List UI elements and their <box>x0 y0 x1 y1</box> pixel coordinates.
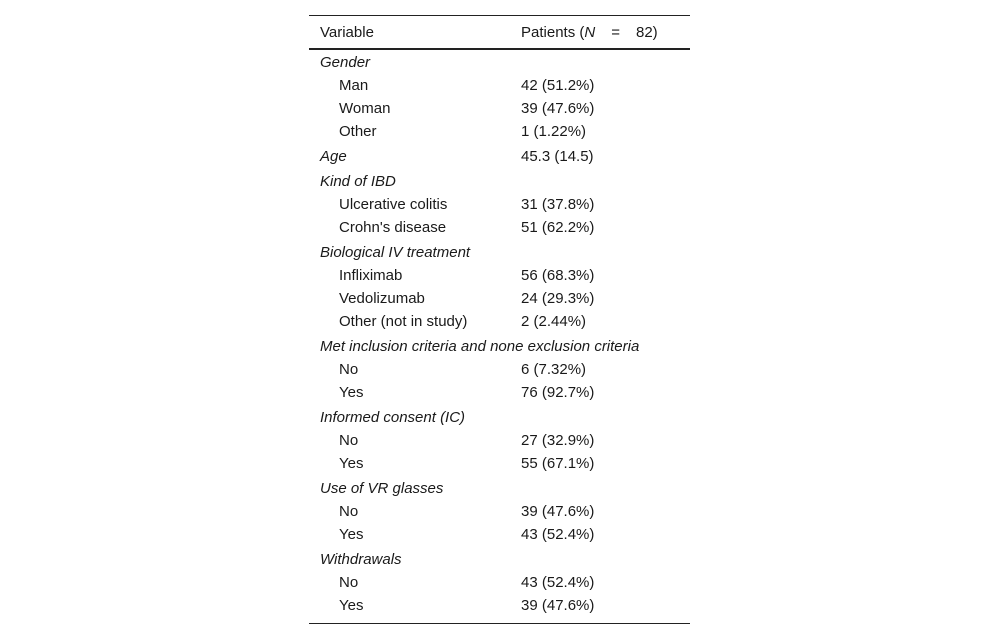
table-body <box>309 50 690 624</box>
table-group <box>309 548 690 617</box>
row-value: 43 (52.4%) <box>521 526 595 543</box>
header-n-symbol: N <box>584 24 596 41</box>
row-value: 76 (92.7%) <box>521 384 595 401</box>
category-row <box>309 51 690 74</box>
table-row <box>309 358 690 381</box>
table-row <box>309 571 690 594</box>
row-label: Yes <box>339 526 364 543</box>
row-value: 27 (32.9%) <box>521 432 595 449</box>
category-row <box>309 548 690 571</box>
row-label: No <box>339 503 359 520</box>
table-row <box>309 120 690 143</box>
row-label: Ulcerative colitis <box>339 196 448 213</box>
table-row <box>309 74 690 97</box>
table-row <box>309 381 690 404</box>
category-label: Biological IV treatment <box>320 244 471 261</box>
table-header <box>309 16 690 50</box>
table-row <box>309 216 690 239</box>
header-n-value: 82) <box>635 24 658 41</box>
category-label: Met inclusion criteria and none exclusion criteria <box>320 338 640 355</box>
category-label: Informed consent (IC) <box>320 409 466 426</box>
row-value: 55 (67.1%) <box>521 455 595 472</box>
row-label: Crohn's disease <box>339 219 447 236</box>
header-equals: = <box>611 24 620 41</box>
row-value: 43 (52.4%) <box>521 574 595 591</box>
category-label: Withdrawals <box>320 551 402 568</box>
row-value: 2 (2.44%) <box>521 313 587 330</box>
table-group <box>309 145 690 168</box>
row-value: 24 (29.3%) <box>521 290 595 307</box>
row-label: Vedolizumab <box>339 290 425 307</box>
category-row <box>309 170 690 193</box>
row-label: Yes <box>339 384 364 401</box>
row-label: Man <box>339 77 369 94</box>
row-value: 6 (7.32%) <box>521 361 587 378</box>
category-label: Gender <box>320 54 371 71</box>
row-value: 39 (47.6%) <box>521 100 595 117</box>
table-row <box>309 594 690 617</box>
table-row <box>309 264 690 287</box>
table-row <box>309 523 690 546</box>
table-row <box>309 452 690 475</box>
header-patients <box>521 24 658 41</box>
row-value: 39 (47.6%) <box>521 597 595 614</box>
header-patients-prefix: Patients ( <box>521 24 585 41</box>
patient-characteristics-table <box>309 15 690 624</box>
category-label: Use of VR glasses <box>320 480 444 497</box>
table-row <box>309 193 690 216</box>
category-row <box>309 335 690 358</box>
table-group <box>309 51 690 143</box>
row-label: No <box>339 432 359 449</box>
row-value: 39 (47.6%) <box>521 503 595 520</box>
category-label: Kind of IBD <box>320 173 396 190</box>
table-group <box>309 335 690 404</box>
category-row <box>309 241 690 264</box>
table-row <box>309 500 690 523</box>
category-label: Age <box>320 148 347 165</box>
row-value: 51 (62.2%) <box>521 219 595 236</box>
table-row <box>309 310 690 333</box>
table-row <box>309 97 690 120</box>
row-label: Other (not in study) <box>339 313 468 330</box>
row-label: Yes <box>339 597 364 614</box>
header-variable: Variable <box>320 24 374 41</box>
row-label: Infliximab <box>339 267 403 284</box>
row-value: 1 (1.22%) <box>521 123 587 140</box>
row-label: Other <box>339 123 377 140</box>
table-group <box>309 406 690 475</box>
category-row <box>309 145 690 168</box>
category-value: 45.3 (14.5) <box>521 148 594 165</box>
table-group <box>309 477 690 546</box>
row-label: No <box>339 361 359 378</box>
category-row <box>309 477 690 500</box>
row-label: Yes <box>339 455 364 472</box>
row-label: Woman <box>339 100 391 117</box>
table-group <box>309 170 690 239</box>
row-value: 42 (51.2%) <box>521 77 595 94</box>
row-label: No <box>339 574 359 591</box>
table-row <box>309 287 690 310</box>
table-row <box>309 429 690 452</box>
category-row <box>309 406 690 429</box>
row-value: 56 (68.3%) <box>521 267 595 284</box>
table-group <box>309 241 690 333</box>
row-value: 31 (37.8%) <box>521 196 595 213</box>
